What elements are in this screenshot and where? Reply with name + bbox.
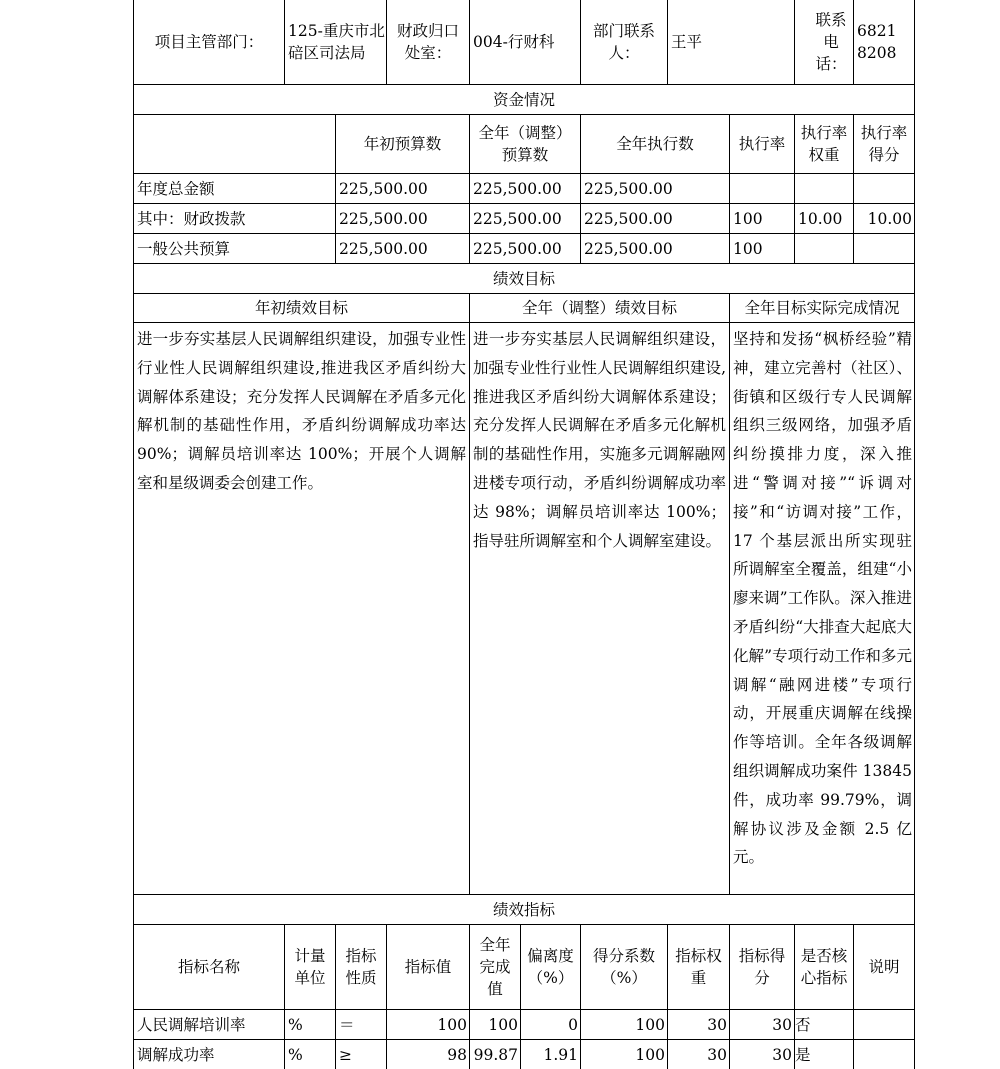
- funds-cell-weight: 10.00: [798, 209, 843, 228]
- funds-cell-executed: 225,500.00: [584, 239, 673, 258]
- indicator-target: 98: [447, 1045, 467, 1064]
- funds-cell-initial: 225,500.00: [339, 179, 428, 198]
- funds-cell-weight: [795, 234, 853, 263]
- indicator-note: [854, 1010, 914, 1039]
- indicator-nature: ≥: [339, 1045, 352, 1064]
- ind-col-actual: 全年完成值: [479, 936, 511, 998]
- goals-initial-text: 进一步夯实基层人民调解组织建设，加强专业性行业性人民调解组织建设,推进我区矛盾纠纷大调解体系建设；充分发挥人民调解在矛盾多元化解机制的基础性作用，矛盾纠纷调解成功率达 90%；调解员培训率达 100%；开展个人调解室和星级调委会创建工作。: [137, 330, 466, 492]
- indicator-score: 30: [772, 1045, 792, 1064]
- funds-col-weight: 执行率权重: [800, 124, 848, 164]
- finance-office-label: 财政归口处室：: [396, 22, 459, 62]
- indicator-name: 调解成功率: [137, 1045, 215, 1064]
- dept-label: 项目主管部门：: [154, 33, 264, 51]
- ind-col-target: 指标值: [404, 958, 452, 976]
- indicator-nature: ＝: [339, 1015, 355, 1034]
- ind-col-unit: 计量单位: [294, 947, 326, 987]
- goals-col-adjusted: 全年（调整）绩效目标: [521, 299, 677, 317]
- funds-row-label: 其中：财政拨款: [137, 209, 246, 228]
- funds-row-label: 年度总金额: [137, 179, 215, 198]
- funds-section-title: 资金情况: [492, 90, 555, 109]
- indicator-weight: 30: [707, 1015, 727, 1034]
- funds-cell-initial: 225,500.00: [339, 209, 428, 228]
- ind-col-note: 说明: [868, 958, 900, 976]
- indicator-unit: %: [288, 1045, 303, 1064]
- funds-cell-weight: [795, 174, 853, 203]
- indicator-actual: 100: [488, 1015, 518, 1034]
- ind-col-nature: 指标性质: [345, 947, 377, 987]
- indicator-core: 是: [795, 1045, 811, 1064]
- indicator-weight: 30: [707, 1045, 727, 1064]
- ind-col-core: 是否核心指标: [800, 947, 848, 987]
- goals-col-actual: 全年目标实际完成情况: [744, 299, 900, 317]
- indicator-core: 否: [795, 1015, 811, 1034]
- funds-cell-score: 10.00: [867, 209, 912, 228]
- ind-col-weight: 指标权重: [675, 947, 722, 987]
- ind-col-name: 指标名称: [177, 958, 240, 976]
- indicator-actual: 99.87: [473, 1045, 518, 1064]
- funds-col-score: 执行率得分: [860, 124, 908, 164]
- funds-cell-rate: [730, 174, 794, 203]
- phone-value: 68218208: [857, 22, 897, 62]
- indicator-coef: 100: [635, 1045, 665, 1064]
- indicator-deviation: 0: [568, 1015, 578, 1034]
- funds-col-rate: 执行率: [738, 135, 786, 153]
- indicator-name: 人民调解培训率: [137, 1015, 246, 1034]
- funds-cell-rate: 100: [733, 209, 763, 228]
- indicators-section-title: 绩效指标: [492, 900, 555, 919]
- funds-cell-initial: 225,500.00: [339, 239, 428, 258]
- funds-cell-score: [854, 234, 914, 263]
- goals-actual-text: 坚持和发扬“枫桥经验”精神，建立完善村（社区）、街镇和区级行专人民调解组织三级网络，加强矛盾纠纷摸排力度，深入推进“警调对接”“诉调对接”和“访调对接”工作，17 个基层派出所实现驻所调解室全覆盖，组建“小廖来调”工作队。深入推进矛盾纠纷“大排查大起底大化解”专项行动工作和多元调解“融网进楼”专项行动，开展重庆调解在线操作等培训。全年各级调解组织调解成功案件 13845 件，成功率 99.79%，调解协议涉及金额 2.5 亿元。: [733, 330, 912, 867]
- finance-office-value: 004-行财科: [473, 33, 555, 51]
- funds-col-initial: 年初预算数: [363, 135, 442, 153]
- funds-col-executed: 全年执行数: [616, 135, 694, 153]
- indicator-target: 100: [437, 1015, 467, 1034]
- contact-label: 部门联系人：: [592, 22, 655, 62]
- ind-col-score: 指标得分: [738, 947, 786, 987]
- funds-row-label: 一般公共预算: [137, 239, 231, 258]
- contact-value: 王平: [671, 33, 703, 51]
- indicator-note: [854, 1040, 914, 1069]
- funds-cell-score: [854, 174, 914, 203]
- phone-label: 联系电话：: [815, 11, 847, 73]
- ind-col-deviation: 偏离度（%）: [527, 947, 574, 987]
- indicator-unit: %: [288, 1015, 303, 1034]
- goals-section-title: 绩效目标: [492, 269, 555, 288]
- indicator-coef: 100: [635, 1015, 665, 1034]
- funds-cell-adjusted: 225,500.00: [473, 179, 562, 198]
- ind-col-coef: 得分系数（%）: [592, 947, 655, 987]
- funds-cell-adjusted: 225,500.00: [473, 239, 562, 258]
- indicator-score: 30: [772, 1015, 792, 1034]
- goals-col-initial: 年初绩效目标: [254, 299, 348, 317]
- dept-value: 125-重庆市北碚区司法局: [288, 22, 385, 62]
- goals-adjusted-text: 进一步夯实基层人民调解组织建设，加强专业性行业性人民调解组织建设,推进我区矛盾纠纷大调解体系建设；充分发挥人民调解在矛盾多元化解机制的基础性作用，实施多元调解融网进楼专项行动，矛盾纠纷调解成功率达 98%；调解员培训率达 100%；指导驻所调解室和个人调解室建设。: [473, 330, 726, 550]
- funds-col-adjusted: 全年（调整）预算数: [478, 124, 572, 164]
- funds-cell-executed: 225,500.00: [584, 179, 673, 198]
- funds-cell-adjusted: 225,500.00: [473, 209, 562, 228]
- funds-cell-rate: 100: [733, 239, 763, 258]
- funds-cell-executed: 225,500.00: [584, 209, 673, 228]
- indicator-deviation: 1.91: [543, 1045, 578, 1064]
